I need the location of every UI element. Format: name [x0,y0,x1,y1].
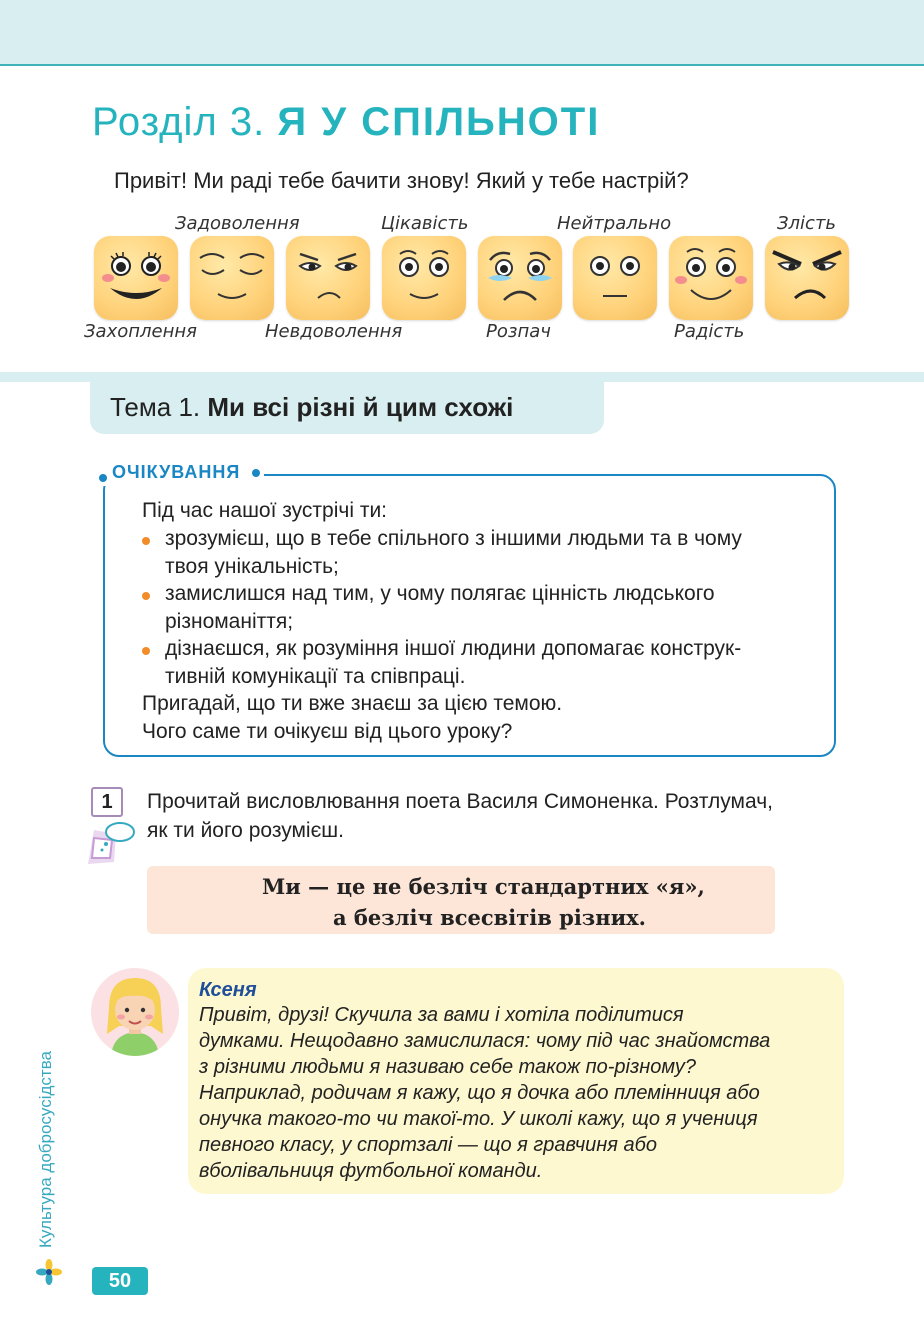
emotion-label-delight: Захоплення [84,321,197,342]
expectation-item-2-line-2: різноманіття; [165,610,294,633]
speech-line-4: Наприклад, родичам я кажу, що я дочка або племінниця або [199,1082,760,1104]
expectations-outro-1: Пригадай, що ти вже знаєш за цією темою. [142,692,563,715]
label-dot-right [252,469,260,477]
emotion-label-neutral: Нейтрально [557,213,672,234]
expectation-item-1-line-2: твоя унікальність; [165,555,339,578]
speech-line-3: з різними людьми я називаю себе також по-різному? [199,1056,697,1078]
speaker-name: Ксеня [199,979,257,1001]
topic-prefix: Тема 1. [110,392,201,422]
emotion-label-content: Задоволення [175,213,300,234]
quote-line-1: Ми — це не безліч стандартних «я», [262,874,705,899]
emotion-label-curious: Цікавість [381,213,469,234]
expectations-intro: Під час нашої зустрічі ти: [142,499,388,522]
bullet-marker [142,592,150,600]
expectation-item-3-line-2: тивній комунікації та співпраці. [165,665,466,688]
speech-line-1: Привіт, друзі! Скучила за вами і хотіла поділитися [199,1004,684,1026]
chapter-prefix: Розділ 3. [92,100,266,144]
label-dot-left [99,474,107,482]
quote-line-2: а безліч всесвітів різних. [333,905,646,930]
bullet-marker [142,537,150,545]
curious-face-icon [382,236,466,320]
chapter-name: Я У СПІЛЬНОТІ [277,100,601,144]
despair-face-icon [478,236,562,320]
expectation-item-3-line-1: дізнаєшся, як розуміння іншої людини допомагає конструк- [165,637,742,660]
speech-line-5: онучка такого-то чи такої-то. У школі кажу, що я учениця [199,1108,758,1130]
neutral-face-icon [573,236,657,320]
avatar [91,968,179,1056]
discussion-icon [86,818,136,868]
topic-title [110,392,513,423]
emotion-label-anger: Злість [777,213,837,234]
bullet-marker [142,647,150,655]
topic-name: Ми всі різні й цим схожі [207,392,514,422]
emotion-row [0,0,924,370]
flower-icon [36,1259,62,1285]
displeased-face-icon [286,236,370,320]
emotion-label-joy: Радість [674,321,745,342]
task-number: 1 [91,787,123,817]
expectations-outro-2: Чого саме ти очікуєш від цього уроку? [142,720,513,743]
speech-line-6: певного класу, у спортзалі — що я гравчиня або [199,1134,658,1156]
emotion-label-despair: Розпач [486,321,551,342]
delighted-face-icon [94,236,178,320]
emotion-label-displeased: Невдоволення [265,321,403,342]
content-face-icon [190,236,274,320]
task-text-line-1: Прочитай висловлювання поета Василя Симоненка. Розтлумач, [147,790,773,813]
expectations-label: ОЧІКУВАННЯ [112,462,241,482]
task-text-line-2: як ти його розумієш. [147,819,344,842]
joy-face-icon [669,236,753,320]
speech-line-7: вболівальниця футбольної команди. [199,1160,543,1182]
angry-face-icon [765,236,849,320]
greeting-text: Привіт! Ми раді тебе бачити знову! Який у тебе настрій? [114,168,689,193]
speech-line-2: думками. Нещодавно замислилася: чому під час знайомства [199,1030,771,1052]
page-number: 50 [92,1267,148,1295]
expectation-item-2-line-1: замислишся над тим, у чому полягає цінність людського [165,582,715,605]
expectation-item-1-line-1: зрозумієш, що в тебе спільного з іншими людьми та в чому [165,527,742,550]
side-label: Культура добросусідства [36,1050,55,1248]
